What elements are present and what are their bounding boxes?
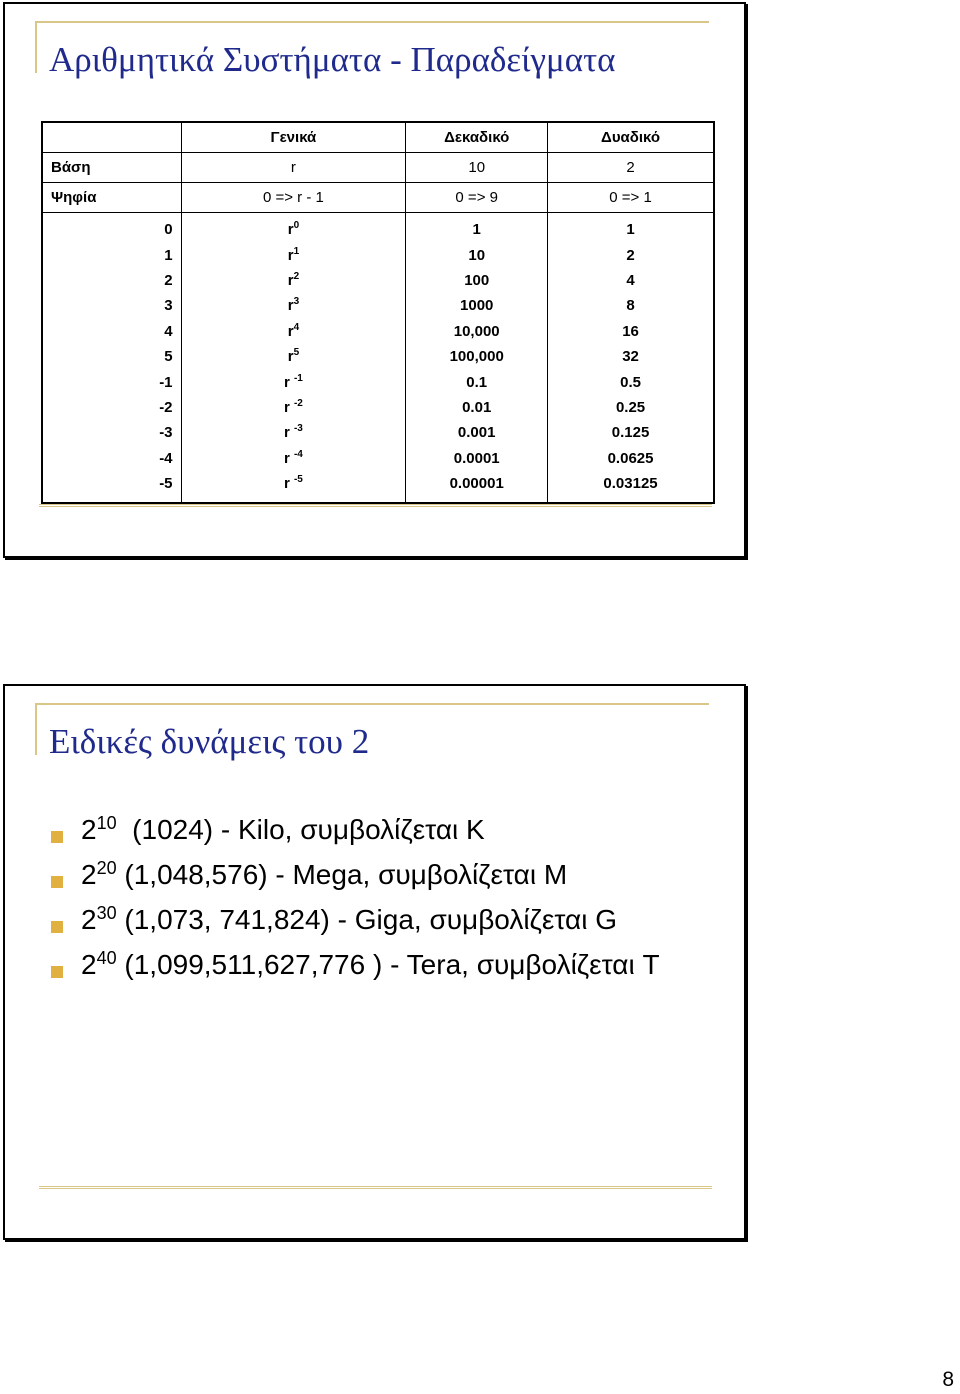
cell-digits-general: 0 => r - 1 bbox=[181, 183, 406, 213]
cell-exponent-index: 0 bbox=[164, 221, 173, 239]
row-label-digits: Ψηφία bbox=[42, 183, 181, 213]
power-base: r bbox=[287, 297, 294, 315]
square-bullet-icon bbox=[51, 831, 63, 843]
power-base: r bbox=[283, 398, 294, 416]
slide-title: Ειδικές δυνάμεις του 2 bbox=[49, 722, 370, 761]
cell-general-power bbox=[181, 268, 406, 293]
bullet-text: (1,099,511,627,776 ) - Tera, συμβολίζεται T bbox=[116, 949, 660, 980]
cell-decimal-value: 0.01 bbox=[406, 395, 548, 420]
power-base: r bbox=[287, 271, 294, 289]
cell-general-power bbox=[181, 369, 406, 394]
cell-binary-value: 2 bbox=[548, 242, 714, 267]
cell-exponent-index: -5 bbox=[159, 475, 173, 493]
cell-general-power bbox=[181, 344, 406, 369]
bullet-base: 2 bbox=[81, 814, 97, 845]
bullet-exponent: 20 bbox=[96, 858, 117, 878]
power-exponent: -5 bbox=[293, 474, 303, 486]
bullet-item bbox=[51, 814, 660, 859]
cell-binary-value: 0.125 bbox=[548, 420, 714, 445]
table-header-general: Γενικά bbox=[181, 122, 406, 153]
cell-exponent-index: 4 bbox=[164, 322, 173, 340]
cell-general-power bbox=[181, 242, 406, 267]
cell-general-power bbox=[181, 395, 406, 420]
power-exponent: 5 bbox=[293, 347, 300, 359]
cell-exponent-index: -3 bbox=[159, 424, 173, 442]
cell-base-binary: 2 bbox=[548, 153, 714, 183]
table-row-base bbox=[42, 153, 714, 183]
cell-decimal-value: 0.1 bbox=[406, 369, 548, 394]
cell-general-power bbox=[181, 446, 406, 471]
bullet-base: 2 bbox=[81, 904, 97, 935]
slide-bottom-rule bbox=[39, 1186, 712, 1189]
cell-exponent-index: 1 bbox=[164, 246, 173, 264]
cell-binary-value: 32 bbox=[548, 344, 714, 369]
cell-exponent-index: 3 bbox=[164, 297, 173, 315]
bullet-exponent: 10 bbox=[96, 813, 117, 833]
cell-decimal-value: 0.0001 bbox=[406, 446, 548, 471]
bullet-base: 2 bbox=[81, 949, 97, 980]
bullet-base: 2 bbox=[81, 859, 97, 890]
cell-exponent-index: 2 bbox=[164, 271, 173, 289]
row-label-base: Βάση bbox=[42, 153, 181, 183]
power-exponent: 0 bbox=[293, 220, 300, 232]
bullet-item bbox=[51, 949, 660, 994]
bullet-text: (1,048,576) - Mega, συμβολίζεται M bbox=[116, 859, 568, 890]
power-exponent: 2 bbox=[293, 270, 300, 282]
table-header-empty bbox=[42, 122, 181, 153]
bullet-exponent: 40 bbox=[96, 948, 117, 968]
cell-decimal-value: 100 bbox=[406, 268, 548, 293]
cell-decimal-value: 10 bbox=[406, 242, 548, 267]
number-systems-table bbox=[41, 121, 715, 504]
cell-general-power bbox=[181, 420, 406, 445]
bullet-item bbox=[51, 859, 660, 904]
bullet-text: (1,073, 741,824) - Giga, συμβολίζεται G bbox=[116, 904, 618, 935]
table-row-power bbox=[42, 319, 714, 344]
table-header-row bbox=[42, 122, 714, 153]
page-number: 8 bbox=[942, 1368, 954, 1391]
cell-general-power bbox=[181, 213, 406, 243]
cell-binary-value: 0.0625 bbox=[548, 446, 714, 471]
power-base: r bbox=[283, 449, 294, 467]
power-base: r bbox=[287, 246, 294, 264]
power-base: r bbox=[287, 221, 294, 239]
cell-decimal-value: 0.001 bbox=[406, 420, 548, 445]
power-base: r bbox=[283, 475, 294, 493]
slide-special-powers bbox=[3, 684, 746, 1240]
cell-general-power bbox=[181, 471, 406, 503]
cell-binary-value: 0.5 bbox=[548, 369, 714, 394]
slide-bottom-rule bbox=[39, 504, 712, 507]
table-row-power bbox=[42, 369, 714, 394]
square-bullet-icon bbox=[51, 876, 63, 888]
power-exponent: 3 bbox=[293, 296, 300, 308]
cell-exponent-index: 5 bbox=[164, 348, 173, 366]
slide-title: Αριθμητικά Συστήματα - Παραδείγματα bbox=[49, 40, 616, 79]
power-base: r bbox=[287, 322, 294, 340]
bullet-item bbox=[51, 904, 660, 949]
cell-base-decimal: 10 bbox=[406, 153, 548, 183]
table-header-binary: Δυαδικό bbox=[548, 122, 714, 153]
cell-binary-value: 4 bbox=[548, 268, 714, 293]
cell-decimal-value: 1 bbox=[406, 213, 548, 243]
bullet-exponent: 30 bbox=[96, 903, 117, 923]
power-exponent: 1 bbox=[293, 245, 300, 257]
bullet-text: (1024) - Kilo, συμβολίζεται K bbox=[116, 814, 485, 845]
cell-exponent-index: -1 bbox=[159, 373, 173, 391]
cell-binary-value: 0.25 bbox=[548, 395, 714, 420]
cell-decimal-value: 1000 bbox=[406, 293, 548, 318]
power-exponent: -1 bbox=[293, 372, 303, 384]
power-exponent: 4 bbox=[293, 321, 300, 333]
power-exponent: -3 bbox=[293, 423, 303, 435]
table-row-power bbox=[42, 471, 714, 503]
table-row-power bbox=[42, 293, 714, 318]
power-base: r bbox=[283, 373, 294, 391]
table-row-power bbox=[42, 268, 714, 293]
cell-binary-value: 0.03125 bbox=[548, 471, 714, 503]
powers-table-body bbox=[42, 213, 714, 504]
title-accent-rule-vertical bbox=[35, 703, 37, 755]
cell-digits-binary: 0 => 1 bbox=[548, 183, 714, 213]
table-row-digits bbox=[42, 183, 714, 213]
table-row-power bbox=[42, 213, 714, 243]
bullet-list bbox=[51, 814, 660, 994]
table-row-power bbox=[42, 420, 714, 445]
cell-binary-value: 8 bbox=[548, 293, 714, 318]
table-row-power bbox=[42, 395, 714, 420]
cell-decimal-value: 100,000 bbox=[406, 344, 548, 369]
table-row-power bbox=[42, 446, 714, 471]
table-header-decimal: Δεκαδικό bbox=[406, 122, 548, 153]
square-bullet-icon bbox=[51, 921, 63, 933]
cell-decimal-value: 10,000 bbox=[406, 319, 548, 344]
square-bullet-icon bbox=[51, 966, 63, 978]
slide-number-systems bbox=[3, 2, 746, 558]
title-accent-rule-vertical bbox=[35, 21, 37, 73]
cell-general-power bbox=[181, 293, 406, 318]
cell-digits-decimal: 0 => 9 bbox=[406, 183, 548, 213]
table-row-power bbox=[42, 344, 714, 369]
power-base: r bbox=[287, 348, 294, 366]
cell-decimal-value: 0.00001 bbox=[406, 471, 548, 503]
cell-binary-value: 16 bbox=[548, 319, 714, 344]
cell-exponent-index: -4 bbox=[159, 449, 173, 467]
cell-exponent-index: -2 bbox=[159, 398, 173, 416]
cell-general-power bbox=[181, 319, 406, 344]
cell-binary-value: 1 bbox=[548, 213, 714, 243]
title-accent-rule bbox=[35, 21, 709, 23]
power-base: r bbox=[283, 424, 294, 442]
power-exponent: -4 bbox=[293, 448, 303, 460]
cell-base-general: r bbox=[181, 153, 406, 183]
table-row-power bbox=[42, 242, 714, 267]
title-accent-rule bbox=[35, 703, 709, 705]
power-exponent: -2 bbox=[293, 397, 303, 409]
